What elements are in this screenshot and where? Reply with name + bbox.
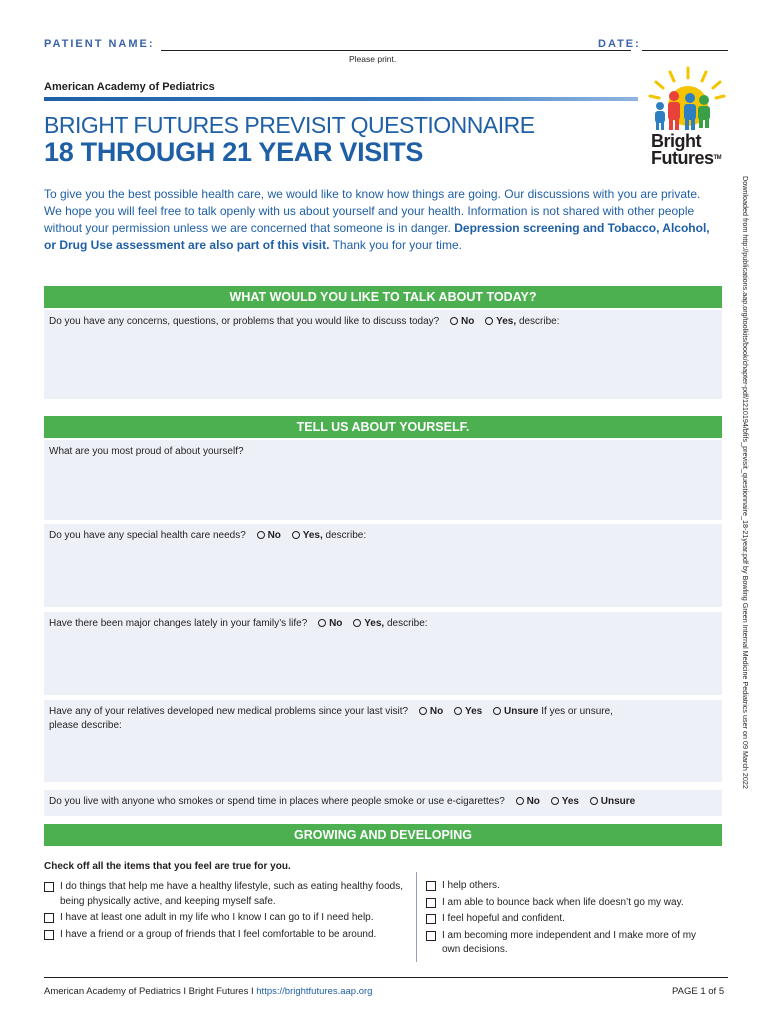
question-concerns[interactable]: Do you have any concerns, questions, or problems that you would like to discuss today? No Yes, describe: bbox=[44, 310, 722, 399]
please-print-note: Please print. bbox=[349, 54, 397, 64]
checklist-item[interactable]: I am becoming more independent and I make more of my own decisions. bbox=[426, 929, 716, 958]
checklist-item[interactable]: I have at least one adult in my life who I know I can go to if I need help. bbox=[44, 911, 404, 926]
checklist-title: Check off all the items that you feel are true for you. bbox=[44, 861, 291, 872]
radio-no[interactable]: No bbox=[516, 795, 540, 809]
checkbox-icon[interactable] bbox=[426, 898, 436, 908]
checkbox-icon[interactable] bbox=[426, 881, 436, 891]
radio-circle-icon bbox=[450, 317, 458, 325]
question-special-needs[interactable]: Do you have any special health care needs? No Yes, describe: bbox=[44, 524, 722, 607]
section-header-about: TELL US ABOUT YOURSELF. bbox=[44, 416, 722, 438]
radio-circle-icon bbox=[292, 531, 300, 539]
checklist-item[interactable]: I am able to bounce back when life doesn’t go my way. bbox=[426, 896, 716, 911]
radio-no[interactable]: No bbox=[419, 705, 443, 719]
header-rule bbox=[44, 97, 638, 101]
radio-circle-icon bbox=[318, 619, 326, 627]
question-relatives[interactable]: Have any of your relatives developed new medical problems since your last visit? No Yes Unsure If yes or unsure, please describe: bbox=[44, 700, 722, 782]
checkbox-icon[interactable] bbox=[44, 913, 54, 923]
column-divider bbox=[416, 872, 417, 962]
radio-no[interactable]: No bbox=[257, 529, 281, 543]
radio-yes[interactable]: Yes, describe: bbox=[292, 529, 366, 543]
patient-name-field[interactable] bbox=[161, 50, 631, 51]
page-number: PAGE 1 of 5 bbox=[672, 986, 725, 997]
section-header-growing: GROWING AND DEVELOPING bbox=[44, 824, 722, 846]
footer-rule bbox=[44, 977, 728, 978]
radio-circle-icon bbox=[590, 797, 598, 805]
download-note: Downloaded from http://publications.aap.org/toolkits/book/chapter-pdf/1210194/bfifs_previsit_questionnaire_18-21year.pdf by Bowling Green Internal Medicine Pediatrics user on 09 March 2022 bbox=[741, 176, 750, 789]
radio-no[interactable]: No bbox=[318, 617, 342, 631]
radio-circle-icon bbox=[551, 797, 559, 805]
checkbox-icon[interactable] bbox=[426, 914, 436, 924]
question-proud[interactable]: What are you most proud of about yourself? bbox=[44, 440, 722, 520]
date-label: DATE: bbox=[598, 38, 641, 50]
radio-yes[interactable]: Yes, describe: bbox=[485, 315, 559, 329]
radio-yes[interactable]: Yes, describe: bbox=[353, 617, 427, 631]
radio-unsure[interactable]: Unsure bbox=[493, 705, 538, 719]
checkbox-icon[interactable] bbox=[44, 882, 54, 892]
question-family-changes[interactable]: Have there been major changes lately in your family’s life? No Yes, describe: bbox=[44, 612, 722, 695]
section-header-talk: WHAT WOULD YOU LIKE TO TALK ABOUT TODAY? bbox=[44, 286, 722, 308]
checkbox-icon[interactable] bbox=[44, 930, 54, 940]
radio-unsure[interactable]: Unsure bbox=[590, 795, 635, 809]
radio-circle-icon bbox=[516, 797, 524, 805]
logo-wordmark: Bright FuturesTM bbox=[651, 131, 722, 168]
org-name: American Academy of Pediatrics bbox=[44, 81, 215, 93]
patient-name-label: PATIENT NAME: bbox=[44, 38, 155, 50]
radio-circle-icon bbox=[454, 707, 462, 715]
radio-circle-icon bbox=[257, 531, 265, 539]
radio-circle-icon bbox=[493, 707, 501, 715]
checklist-item[interactable]: I have a friend or a group of friends that I feel comfortable to be around. bbox=[44, 928, 404, 943]
radio-circle-icon bbox=[353, 619, 361, 627]
patient-header bbox=[44, 38, 728, 52]
checklist-left bbox=[44, 880, 404, 944]
question-smoke[interactable]: Do you live with anyone who smokes or spend time in places where people smoke or use e-cigarettes? No Yes Unsure bbox=[44, 790, 722, 816]
date-field[interactable] bbox=[642, 50, 728, 51]
radio-circle-icon bbox=[419, 707, 427, 715]
checkbox-icon[interactable] bbox=[426, 931, 436, 941]
page-title: BRIGHT FUTURES PREVISIT QUESTIONNAIRE bbox=[44, 112, 535, 138]
radio-circle-icon bbox=[485, 317, 493, 325]
radio-yes[interactable]: Yes bbox=[551, 795, 579, 809]
checklist-item[interactable]: I help others. bbox=[426, 879, 716, 894]
page-subtitle: 18 THROUGH 21 YEAR VISITS bbox=[44, 137, 424, 167]
intro-paragraph: To give you the best possible health care, we would like to know how things are going. Our discussions with you are private. We hope you will feel free to talk openly with us about yourself and your health. Information is not shared with other people without your permission unless we are concerned that someone is in danger. Depression screening and Tobacco, Alcohol, or Drug Use assessment are also part of this visit. Thank you for your time. bbox=[44, 187, 710, 252]
checklist-item[interactable]: I feel hopeful and confident. bbox=[426, 912, 716, 927]
radio-yes[interactable]: Yes bbox=[454, 705, 482, 719]
radio-no[interactable]: No bbox=[450, 315, 474, 329]
checklist-item[interactable]: I do things that help me have a healthy lifestyle, such as eating healthy foods, being physically active, and keeping myself safe. bbox=[44, 880, 404, 909]
footer-credits: American Academy of Pediatrics I Bright Futures I https://brightfutures.aap.org bbox=[44, 986, 373, 997]
checklist-right bbox=[426, 879, 716, 960]
footer-link[interactable]: https://brightfutures.aap.org bbox=[256, 986, 373, 997]
